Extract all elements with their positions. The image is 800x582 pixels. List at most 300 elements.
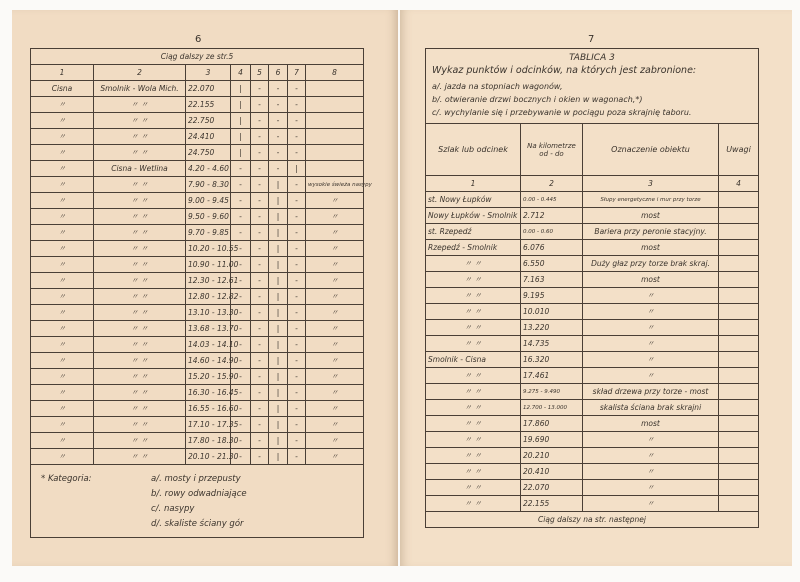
table-row (426, 368, 759, 384)
table-row (31, 353, 364, 369)
cell-col-5: - (251, 161, 269, 177)
table-row (426, 416, 759, 432)
cell-col-8 (306, 161, 364, 177)
cell-col-4: - (231, 369, 251, 385)
cell-col-1: 〃 〃 (426, 448, 521, 464)
cell-col-6: | (269, 449, 288, 465)
cell-col-2: 〃 〃 (94, 417, 186, 433)
cell-col-1: 〃 〃 (426, 272, 521, 288)
cell-col-1: Cisna (31, 81, 94, 97)
cell-col-4 (719, 368, 759, 384)
cell-col-8: 〃 (306, 369, 364, 385)
prohibition-item: a/. jazda na stopniach wagonów, (432, 82, 563, 91)
cell-col-1: 〃 (31, 177, 94, 193)
cell-col-5: - (251, 417, 269, 433)
cell-col-3: 13.68 - 13.70 (186, 321, 231, 337)
footnote-label: * Kategoria: (41, 473, 92, 484)
cell-col-2: 20.210 (521, 448, 583, 464)
cell-col-1: 〃 (31, 161, 94, 177)
table-row (426, 448, 759, 464)
table-title: TABLICA 3 (569, 53, 615, 63)
cell-col-6: - (269, 161, 288, 177)
cell-col-2: 〃 〃 (94, 353, 186, 369)
cell-col-5: - (251, 257, 269, 273)
cell-col-1: 〃 〃 (426, 320, 521, 336)
cell-col-8: 〃 (306, 385, 364, 401)
cell-col-2: 〃 〃 (94, 129, 186, 145)
column-number: 8 (306, 65, 364, 81)
table-row (31, 177, 364, 193)
category-item: c/. nasypy (151, 503, 195, 514)
cell-col-3: most (583, 416, 719, 432)
table-row (426, 464, 759, 480)
cell-col-1: 〃 〃 (426, 288, 521, 304)
cell-col-4: | (231, 97, 251, 113)
cell-col-2: 20.410 (521, 464, 583, 480)
table-row (31, 225, 364, 241)
footnote-line (41, 471, 353, 486)
cell-col-3: 16.30 - 16.45 (186, 385, 231, 401)
cell-col-1: st. Nowy Łupków (426, 192, 521, 208)
cell-col-3: 10.90 - 11.00 (186, 257, 231, 273)
table-row (426, 496, 759, 512)
cell-col-1: 〃 〃 (426, 368, 521, 384)
category-item: a/. mosty i przepusty (151, 473, 241, 484)
cell-col-2: 〃 〃 (94, 289, 186, 305)
cell-col-4: - (231, 241, 251, 257)
cell-col-2: 12.700 - 13.000 (521, 400, 583, 416)
cell-col-8 (306, 97, 364, 113)
cell-col-3: 22.070 (186, 81, 231, 97)
cell-col-3: 17.10 - 17.35 (186, 417, 231, 433)
cell-col-3: 15.20 - 15.90 (186, 369, 231, 385)
table-row (31, 97, 364, 113)
cell-col-6: | (269, 417, 288, 433)
cell-col-6: | (269, 321, 288, 337)
cell-col-8: 〃 (306, 193, 364, 209)
cell-col-3: skalista ściana brak skrajni (583, 400, 719, 416)
cell-col-8: 〃 (306, 433, 364, 449)
table-row (426, 384, 759, 400)
cell-col-5: - (251, 385, 269, 401)
table-row (31, 433, 364, 449)
cell-col-2: 2.712 (521, 208, 583, 224)
cell-col-3: 〃 (583, 304, 719, 320)
column-number: 3 (583, 176, 719, 192)
cell-col-3: 〃 (583, 336, 719, 352)
column-number-row (31, 65, 364, 81)
cell-col-4: - (231, 161, 251, 177)
cell-col-4 (719, 336, 759, 352)
table-row (31, 449, 364, 465)
footnote-line (41, 501, 353, 516)
cell-col-1: 〃 (31, 209, 94, 225)
cell-col-1: 〃 (31, 321, 94, 337)
table-row (31, 209, 364, 225)
cell-col-1: Smolnik - Cisna (426, 352, 521, 368)
cell-col-8 (306, 129, 364, 145)
cell-col-6: - (269, 97, 288, 113)
cell-col-5: - (251, 145, 269, 161)
cell-col-2: 9.195 (521, 288, 583, 304)
cell-col-4: - (231, 353, 251, 369)
cell-col-2: 0.00 - 0.445 (521, 192, 583, 208)
cell-col-1: 〃 〃 (426, 256, 521, 272)
cell-col-5: - (251, 369, 269, 385)
table-row (426, 208, 759, 224)
cell-col-7: - (288, 305, 306, 321)
table-row (426, 480, 759, 496)
cell-col-3: Bariera przy peronie stacyjny. (583, 224, 719, 240)
cell-col-1: 〃 〃 (426, 480, 521, 496)
cell-col-6: | (269, 225, 288, 241)
cell-col-4 (719, 496, 759, 512)
cell-col-5: - (251, 97, 269, 113)
footnote-line (41, 486, 353, 501)
cell-col-1: Rzepedź - Smolnik (426, 240, 521, 256)
column-number: 5 (251, 65, 269, 81)
table-3 (425, 48, 759, 528)
cell-col-3: 16.55 - 16.60 (186, 401, 231, 417)
cell-col-6: | (269, 401, 288, 417)
cell-col-3: 20.10 - 21.30 (186, 449, 231, 465)
table-row (31, 145, 364, 161)
cell-col-7: - (288, 241, 306, 257)
table-row (31, 129, 364, 145)
cell-col-8 (306, 81, 364, 97)
column-number: 2 (521, 176, 583, 192)
cell-col-2: 〃 〃 (94, 385, 186, 401)
cell-col-4 (719, 384, 759, 400)
continued-from: Ciąg dalszy ze str.5 (31, 49, 364, 65)
cell-col-6: | (269, 305, 288, 321)
table-row (426, 288, 759, 304)
cell-col-7: - (288, 257, 306, 273)
table-row (31, 289, 364, 305)
cell-col-4 (719, 240, 759, 256)
continued-on: Ciąg dalszy na str. następnej (426, 512, 759, 528)
cell-col-2: 0.00 - 0.60 (521, 224, 583, 240)
cell-col-4: - (231, 385, 251, 401)
column-number: 7 (288, 65, 306, 81)
cell-col-2: 〃 〃 (94, 241, 186, 257)
right-page (400, 10, 792, 566)
column-number: 3 (186, 65, 231, 81)
cell-col-6: | (269, 369, 288, 385)
cell-col-1: 〃 (31, 417, 94, 433)
cell-col-5: - (251, 321, 269, 337)
cell-col-3: 9.70 - 9.85 (186, 225, 231, 241)
cell-col-3: 10.20 - 10.55 (186, 241, 231, 257)
cell-col-5: - (251, 289, 269, 305)
cell-col-5: - (251, 337, 269, 353)
cell-col-4 (719, 192, 759, 208)
cell-col-5: - (251, 113, 269, 129)
cell-col-4 (719, 448, 759, 464)
cell-col-2: 6.550 (521, 256, 583, 272)
cell-col-8: 〃 (306, 449, 364, 465)
cell-col-6: | (269, 257, 288, 273)
cell-col-1: 〃 (31, 353, 94, 369)
table-row (426, 192, 759, 208)
cell-col-8: 〃 (306, 225, 364, 241)
cell-col-1: 〃 〃 (426, 496, 521, 512)
cell-col-7: - (288, 417, 306, 433)
cell-col-1: st. Rzepedź (426, 224, 521, 240)
cell-col-1: 〃 (31, 289, 94, 305)
cell-col-3: Słupy energetyczne i mur przy torze (583, 192, 719, 208)
cell-col-2: 〃 〃 (94, 97, 186, 113)
cell-col-6: | (269, 337, 288, 353)
cell-col-4: - (231, 193, 251, 209)
cell-col-1: 〃 (31, 433, 94, 449)
cell-col-7: - (288, 193, 306, 209)
cell-col-1: 〃 (31, 385, 94, 401)
table-row (426, 432, 759, 448)
cell-col-6: - (269, 129, 288, 145)
cell-col-2: 〃 〃 (94, 401, 186, 417)
column-number-row (426, 176, 759, 192)
cell-col-2: 〃 〃 (94, 449, 186, 465)
cell-col-2: 16.320 (521, 352, 583, 368)
cell-col-2: 〃 〃 (94, 257, 186, 273)
cell-col-1: 〃 〃 (426, 304, 521, 320)
cell-col-1: Nowy Łupków - Smolnik (426, 208, 521, 224)
cell-col-8: 〃 (306, 209, 364, 225)
table-row (31, 81, 364, 97)
cell-col-3: 4.20 - 4.60 (186, 161, 231, 177)
cell-col-4: - (231, 449, 251, 465)
cell-col-3: 〃 (583, 320, 719, 336)
cell-col-1: 〃 〃 (426, 432, 521, 448)
cell-col-8: 〃 (306, 417, 364, 433)
table-row (31, 321, 364, 337)
table-row (31, 417, 364, 433)
prohibition-item: b/. otwieranie drzwi bocznych i okien w wagonach,*) (432, 95, 643, 104)
cell-col-3: 12.30 - 12.61 (186, 273, 231, 289)
column-number: 4 (719, 176, 759, 192)
table-row (426, 304, 759, 320)
footnote-line (41, 516, 353, 531)
cell-col-7: - (288, 129, 306, 145)
cell-col-2: 22.070 (521, 480, 583, 496)
table-subtitle: Wykaz punktów i odcinków, na których jest zabronione: (432, 65, 697, 76)
cell-col-4: - (231, 321, 251, 337)
cell-col-3: 〃 (583, 448, 719, 464)
cell-col-3: 9.00 - 9.45 (186, 193, 231, 209)
table-row (31, 113, 364, 129)
cell-col-5: - (251, 129, 269, 145)
cell-col-5: - (251, 449, 269, 465)
cell-col-1: 〃 (31, 241, 94, 257)
cell-col-4 (719, 480, 759, 496)
cell-col-1: 〃 (31, 97, 94, 113)
cell-col-3: 12.80 - 12.82 (186, 289, 231, 305)
cell-col-3: 〃 (583, 288, 719, 304)
table-row (31, 193, 364, 209)
cell-col-7: - (288, 433, 306, 449)
cell-col-7: - (288, 337, 306, 353)
cell-col-2: Smolnik - Wola Mich. (94, 81, 186, 97)
cell-col-8: 〃 (306, 289, 364, 305)
cell-col-4: | (231, 81, 251, 97)
cell-col-3: 24.410 (186, 129, 231, 145)
cell-col-6: | (269, 433, 288, 449)
cell-col-3: most (583, 240, 719, 256)
column-number: 1 (31, 65, 94, 81)
cell-col-3: 7.90 - 8.30 (186, 177, 231, 193)
cell-col-2: Cisna - Wetlina (94, 161, 186, 177)
prohibition-list (432, 80, 752, 119)
cell-col-7: - (288, 321, 306, 337)
cell-col-2: 9.275 - 9.490 (521, 384, 583, 400)
table-row (426, 320, 759, 336)
cell-col-1: 〃 〃 (426, 400, 521, 416)
cell-col-1: 〃 〃 (426, 464, 521, 480)
cell-col-7: - (288, 273, 306, 289)
cell-col-2: 17.860 (521, 416, 583, 432)
cell-col-7: - (288, 353, 306, 369)
cell-col-2: 〃 〃 (94, 337, 186, 353)
header-object: Oznaczenie obiektu (583, 124, 719, 176)
cell-col-6: | (269, 385, 288, 401)
cell-col-4: | (231, 113, 251, 129)
cell-col-1: 〃 (31, 273, 94, 289)
cell-col-3: 9.50 - 9.60 (186, 209, 231, 225)
cell-col-4 (719, 464, 759, 480)
column-number: 6 (269, 65, 288, 81)
cell-col-4 (719, 320, 759, 336)
cell-col-2: 〃 〃 (94, 177, 186, 193)
cell-col-7: - (288, 97, 306, 113)
cell-col-7: - (288, 385, 306, 401)
table-row (31, 241, 364, 257)
cell-col-6: | (269, 353, 288, 369)
page-number: 7 (588, 34, 595, 45)
cell-col-7: - (288, 81, 306, 97)
cell-col-4: - (231, 225, 251, 241)
cell-col-3: most (583, 272, 719, 288)
cell-col-8: 〃 (306, 241, 364, 257)
cell-col-1: 〃 (31, 193, 94, 209)
cell-col-1: 〃 (31, 369, 94, 385)
table-row (31, 257, 364, 273)
cell-col-3: 〃 (583, 432, 719, 448)
cell-col-6: | (269, 241, 288, 257)
cell-col-2: 10.010 (521, 304, 583, 320)
header-remarks: Uwagi (719, 124, 759, 176)
cell-col-8: 〃 (306, 305, 364, 321)
cell-col-2: 13.220 (521, 320, 583, 336)
cell-col-2: 〃 〃 (94, 321, 186, 337)
cell-col-5: - (251, 177, 269, 193)
cell-col-7: - (288, 209, 306, 225)
cell-col-3: 24.750 (186, 145, 231, 161)
cell-col-3: 17.80 - 18.30 (186, 433, 231, 449)
cell-col-1: 〃 (31, 225, 94, 241)
cell-col-1: 〃 (31, 145, 94, 161)
cell-col-4 (719, 432, 759, 448)
column-number: 4 (231, 65, 251, 81)
category-item: d/. skaliste ściany gór (151, 518, 244, 529)
cell-col-4: - (231, 433, 251, 449)
cell-col-5: - (251, 401, 269, 417)
cell-col-4: - (231, 177, 251, 193)
cell-col-6: | (269, 193, 288, 209)
table-row (426, 352, 759, 368)
cell-col-8: 〃 (306, 353, 364, 369)
cell-col-4: | (231, 129, 251, 145)
cell-col-2: 7.163 (521, 272, 583, 288)
cell-col-2: 17.461 (521, 368, 583, 384)
cell-col-1: 〃 (31, 401, 94, 417)
cell-col-4: - (231, 289, 251, 305)
table-row (31, 305, 364, 321)
cell-col-1: 〃 (31, 129, 94, 145)
left-page (12, 10, 398, 566)
cell-col-2: 〃 〃 (94, 305, 186, 321)
prohibition-item: c/. wychylanie się i przebywanie w pociągu poza skrajnię taboru. (432, 108, 692, 117)
table-row (426, 336, 759, 352)
cell-col-5: - (251, 225, 269, 241)
cell-col-4: - (231, 305, 251, 321)
cell-col-7: - (288, 401, 306, 417)
cell-col-3: 22.750 (186, 113, 231, 129)
cell-col-4: - (231, 209, 251, 225)
table-row (426, 256, 759, 272)
cell-col-4 (719, 304, 759, 320)
cell-col-5: - (251, 81, 269, 97)
cell-col-3: 14.03 - 14.10 (186, 337, 231, 353)
cell-col-3: 〃 (583, 464, 719, 480)
cell-col-4: - (231, 273, 251, 289)
cell-col-3: skład drzewa przy torze - most (583, 384, 719, 400)
cell-col-5: - (251, 273, 269, 289)
cell-col-6: | (269, 289, 288, 305)
cell-col-2: 〃 〃 (94, 145, 186, 161)
cell-col-1: 〃 〃 (426, 384, 521, 400)
table-row (31, 161, 364, 177)
cell-col-1: 〃 (31, 337, 94, 353)
cell-col-2: 14.735 (521, 336, 583, 352)
cell-col-8: 〃 (306, 401, 364, 417)
cell-col-5: - (251, 193, 269, 209)
cell-col-4: - (231, 417, 251, 433)
cell-col-5: - (251, 353, 269, 369)
cell-col-7: - (288, 369, 306, 385)
cell-col-3: 〃 (583, 496, 719, 512)
cell-col-3: 〃 (583, 352, 719, 368)
cell-col-4 (719, 256, 759, 272)
cell-col-7: - (288, 113, 306, 129)
header-kilometer: Na kilometrze od - do (521, 124, 583, 176)
cell-col-2: 19.690 (521, 432, 583, 448)
cell-col-4: - (231, 257, 251, 273)
cell-col-2: 〃 〃 (94, 209, 186, 225)
cell-col-2: 22.155 (521, 496, 583, 512)
cell-col-4 (719, 208, 759, 224)
continuation-table (30, 48, 372, 538)
table-row (31, 385, 364, 401)
cell-col-1: 〃 〃 (426, 336, 521, 352)
cell-col-5: - (251, 209, 269, 225)
cell-col-1: 〃 (31, 113, 94, 129)
cell-col-8: 〃 (306, 321, 364, 337)
cell-col-4: - (231, 337, 251, 353)
table-row (31, 401, 364, 417)
table-title-block (426, 49, 759, 124)
table-row (426, 224, 759, 240)
